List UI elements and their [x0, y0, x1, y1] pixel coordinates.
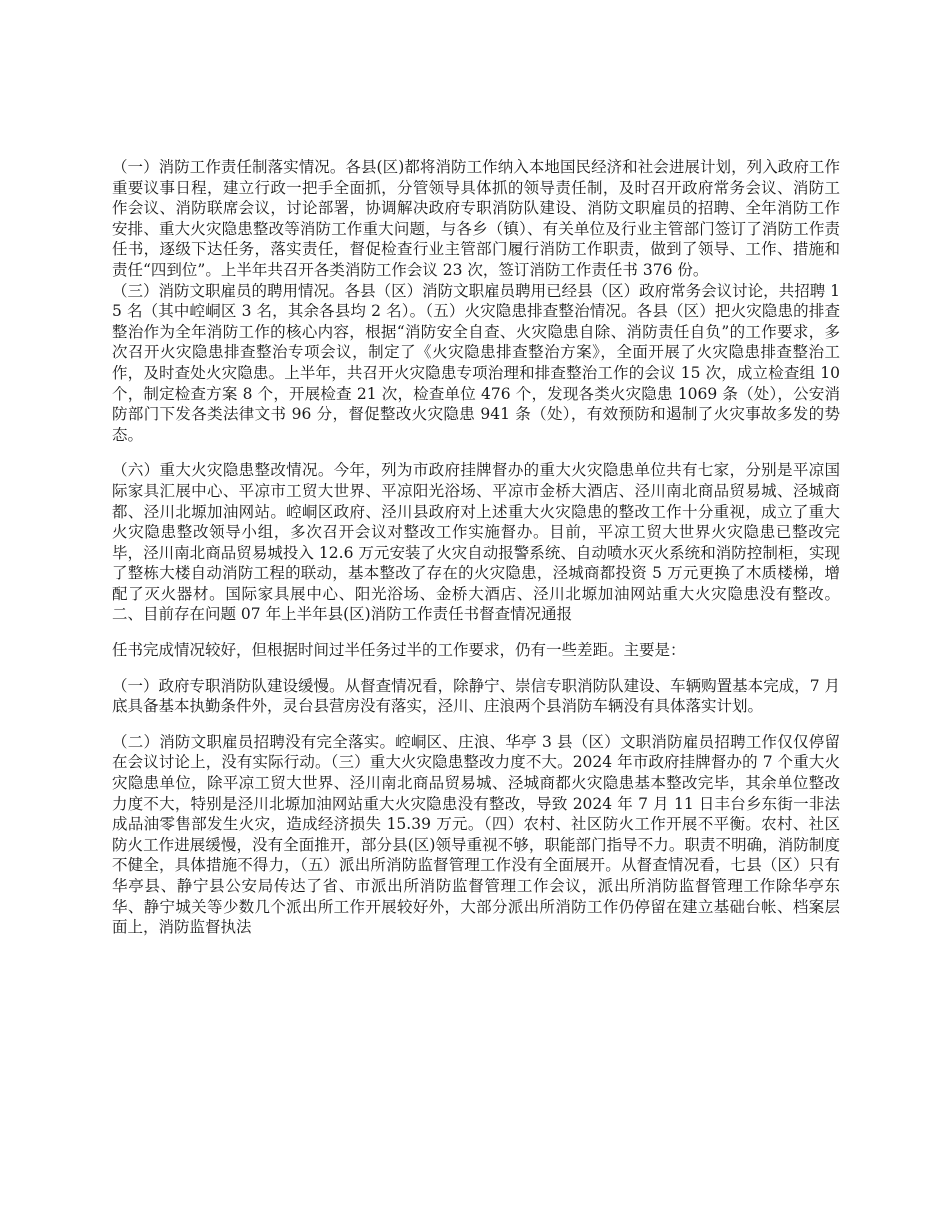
- document-body: [112, 157, 840, 938]
- paragraph-civilian-staff-and-hazard-inspection: （三）消防文职雇员的聘用情况。各县（区）消防文职雇员聘用已经县（区）政府常务会议讨论，共招聘 15 名（其中崆峒区 3 名，其余各县均 2 名）。（五）火灾隐患排查整治情况。各县（区）把火灾隐患的排查整治作为全年消防工作的核心内容，根据“消防安全自查、火灾隐患自除、消防责任自负”的工作要求，多次召开火灾隐患排查整治专项会议，制定了《火灾隐患排查整治方案》，全面开展了火灾隐患排查整治工作，及时查处火灾隐患。上半年，共召开火灾隐患专项治理和排查整治工作的会议 15 次，成立检查组 10 个，制定检查方案 8 个，开展检查 21 次，检查单位 476 个，发现各类火灾隐患 1069 条（处），公安消防部门下发各类法律文书 96 分，督促整改火灾隐患 941 条（处），有效预防和遏制了火灾事故多发的势态。: [112, 281, 840, 444]
- paragraph-existing-problems: （二）消防文职雇员招聘没有完全落实。崆峒区、庄浪、华亭 3 县（区）文职消防雇员招聘工作仅仅停留在会议讨论上，没有实际行动。（三）重大火灾隐患整改力度不大。2024 年市政府挂牌督办的 7 个重大火灾隐患单位，除平凉工贸大世界、泾川南北商品贸易城、泾城商都火灾隐患基本整改完毕，其余单位整改力度不大，特别是泾川北塬加油网站重大火灾隐患没有整改，导致 2024 年 7 月 11 日丰台乡东街一非法成品油零售部发生火灾，造成经济损失 15.39 万元。（四）农村、社区防火工作开展不平衡。农村、社区防火工作进展缓慢，没有全面推开，部分县(区)领导重视不够，职能部门指导不力。职责不明确，消防制度不健全，具体措施不得力，（五）派出所消防监督管理工作没有全面展开。从督查情况看，七县（区）只有华亭县、静宁县公安局传达了省、市派出所消防监督管理工作会议，派出所消防监督管理工作除华亭东华、静宁城关等少数几个派出所工作开展较好外，大部分派出所消防工作仍停留在建立基础台帐、档案层面上，消防监督执法: [112, 732, 840, 937]
- paragraph-responsibility-system: （一）消防工作责任制落实情况。各县(区)都将消防工作纳入本地国民经济和社会进展计划，列入政府工作重要议事日程，建立行政一把手全面抓，分管领导具体抓的领导责任制，及时召开政府常务会议、消防工作会议、消防联席会议，讨论部署，协调解决政府专职消防队建设、消防文职雇员的招聘、全年消防工作安排、重大火灾隐患整改等消防工作重大问题，与各乡（镇）、有关单位及行业主管部门签订了消防工作责任书，逐级下达任务，落实责任，督促检查行业主管部门履行消防工作职责，做到了领导、工作、措施和责任“四到位”。上半年共召开各类消防工作会议 23 次，签订消防工作责任书 376 份。: [112, 158, 840, 279]
- paragraph-major-hazard-rectification: （六）重大火灾隐患整改情况。今年，列为市政府挂牌督办的重大火灾隐患单位共有七家，分别是平凉国际家具汇展中心、平凉市工贸大世界、平凉阳光浴场、平凉市金桥大酒店、泾川南北商品贸易城、泾城商都、泾川北塬加油网站。崆峒区政府、泾川县政府对上述重大火灾隐患的整改工作十分重视，成立了重大火灾隐患整改领导小组，多次召开会议对整改工作实施督办。目前，平凉工贸大世界火灾隐患已整改完毕，泾川南北商品贸易城投入 12.6 万元安装了火灾自动报警系统、自动喷水灭火系统和消防控制柜，实现了整栋大楼自动消防工程的联动，基本整改了存在的火灾隐患，泾城商都投资 5 万元更换了木质楼梯，增配了灭火器材。国际家具展中心、阳光浴场、金桥大酒店、泾川北塬加油网站重大火灾隐患没有整改。二、目前存在问题 07 年上半年县(区)消防工作责任书督查情况通报: [112, 461, 840, 624]
- paragraph-fire-brigade-construction: （一）政府专职消防队建设缓慢。从督查情况看，除静宁、崇信专职消防队建设、车辆购置基本完成，7 月底具备基本执勤条件外，灵台县营房没有落实，泾川、庄浪两个县消防车辆没有具体落实计划。: [112, 676, 840, 716]
- paragraph-summary-gaps: 任书完成情况较好，但根据时间过半任务过半的工作要求，仍有一些差距。主要是：: [112, 641, 686, 660]
